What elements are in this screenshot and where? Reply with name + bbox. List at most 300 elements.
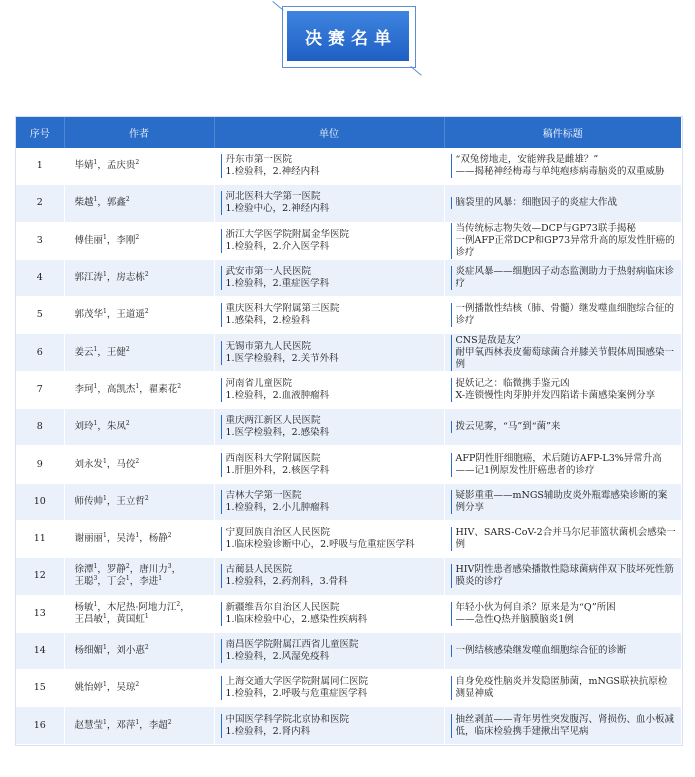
badge-corner-line — [410, 66, 421, 76]
hospital-name: 河南省儿童医院 — [225, 377, 293, 389]
hospital-name: 中国医学科学院北京协和医院 — [225, 713, 350, 725]
author-line — [75, 533, 208, 545]
author-separator: ， — [139, 383, 149, 395]
author-name: 刘玲 — [74, 421, 94, 433]
title-box — [451, 602, 677, 626]
author-line — [75, 384, 208, 396]
unit-cell — [214, 483, 444, 520]
author-name: 马佼 — [116, 458, 136, 470]
author-separator: ， — [97, 383, 107, 395]
authors-cell — [64, 707, 214, 744]
hospital-name: 古蔺县人民医院 — [225, 564, 293, 576]
author-line — [75, 720, 208, 732]
manuscript-title-line: “双兔傍地走，安能辨我是雌雄？” — [455, 154, 599, 166]
author-name: 刘小惠 — [116, 645, 145, 656]
unit-cell — [214, 334, 444, 371]
manuscript-title-line: 当传统标志物失效—DCP与GP73联手揭秘 — [455, 222, 636, 234]
manuscript-title-line: ——记1例原发性肝癌患者的诊疗 — [455, 464, 595, 476]
author-name: 师传帅 — [74, 495, 104, 507]
table-row — [16, 409, 681, 446]
manuscript-title-line: 一例结核感染继发噬血细胞综合征的诊断 — [455, 645, 627, 656]
table-row — [16, 148, 681, 185]
manuscript-title-line: 年轻小伙为何自杀？原来是为“Q”所困 — [455, 601, 616, 613]
author-name: 王健 — [106, 346, 126, 358]
author-name: 孟庆贵 — [106, 160, 136, 172]
title-cell — [444, 520, 681, 557]
unit-box — [221, 602, 438, 626]
affiliation-mark: 1 — [93, 420, 98, 428]
department-list: 1.检验科，2.神经内科 — [225, 166, 320, 178]
manuscript-title-line: X-连锁慢性肉芽肿并发四陷诺卡菌感染案例分享 — [455, 389, 656, 401]
affiliation-mark: 2 — [144, 494, 149, 502]
department-list: 1.检验科，2.药剂科，3.骨科 — [225, 576, 348, 588]
table-row — [16, 371, 681, 408]
manuscript-title-line: ——急性Q热并脑膜脑炎1例 — [455, 613, 574, 625]
hospital-name: 重庆两江新区人民医院 — [225, 415, 321, 427]
authors-cell — [64, 148, 214, 185]
author-name: 吴琼 — [116, 682, 136, 694]
authors-cell — [64, 222, 214, 259]
author-line — [75, 496, 208, 508]
affiliation-mark: 1 — [103, 718, 107, 726]
unit-cell — [214, 595, 444, 632]
author-name: 姚怡婷 — [74, 682, 104, 694]
department-list: 1.临床检验中心，2.感染性疾病科 — [225, 613, 368, 625]
author-line — [75, 645, 208, 657]
finalist-table — [16, 117, 682, 745]
author-line — [75, 421, 208, 433]
row-number: 6 — [16, 334, 64, 371]
title-cell — [444, 595, 681, 632]
author-name: 郭茂华 — [74, 309, 104, 321]
table-row — [16, 446, 681, 483]
department-list: 1.检验科，2.肾内科 — [225, 725, 311, 737]
author-separator: ， — [180, 601, 190, 613]
manuscript-title-line: HIV阴性患者感染播散性隐球菌病伴双下肢坏死性筋膜炎的诊疗 — [455, 564, 674, 588]
department-list: 1.肝胆外科，2.核医学科 — [225, 464, 330, 476]
manuscript-title-line: 捉妖记之：临微携手鉴元凶 — [455, 377, 570, 389]
title-box — [451, 197, 677, 209]
author-line — [75, 602, 208, 614]
author-separator: ， — [97, 576, 107, 588]
manuscript-title-line: 脑袋里的风暴：细胞因子的炎症大作战 — [455, 197, 618, 209]
affiliation-mark: 1 — [103, 531, 107, 539]
author-separator: ， — [97, 346, 107, 358]
page-title: 决赛名单 — [287, 11, 409, 61]
author-name: 毕婧 — [74, 160, 94, 172]
title-cell — [444, 334, 681, 371]
affiliation-mark: 1 — [125, 575, 130, 583]
author-line — [75, 682, 208, 694]
title-cell — [444, 409, 681, 446]
affiliation-mark: 1 — [93, 196, 98, 204]
affiliation-mark: 1 — [103, 270, 107, 278]
affiliation-mark: 2 — [125, 420, 130, 428]
unit-cell — [214, 185, 444, 222]
affiliation-mark: 1 — [93, 563, 98, 571]
hospital-name: 无锡市第九人民医院 — [225, 340, 312, 352]
table-row — [16, 483, 681, 520]
department-list: 1.检验科，2.小儿肿瘤科 — [225, 501, 330, 513]
title-box — [451, 676, 677, 700]
title-box — [451, 266, 677, 290]
author-name: 高凯杰 — [106, 383, 136, 395]
title-cell — [444, 259, 681, 296]
department-list: 1.检验科，2.重症医学科 — [225, 278, 330, 290]
title-box — [451, 490, 677, 514]
authors-cell — [64, 483, 214, 520]
title-box — [451, 527, 677, 551]
column-header-no: 序号 — [16, 117, 64, 148]
table-row — [16, 670, 681, 707]
authors-cell — [64, 670, 214, 707]
authors-cell — [64, 409, 214, 446]
column-header-unit: 单位 — [214, 117, 444, 148]
authors-cell — [64, 371, 214, 408]
author-separator: ， — [139, 719, 149, 731]
affiliation-mark: 2 — [125, 196, 130, 204]
row-number: 12 — [16, 558, 64, 595]
author-separator: ， — [97, 601, 107, 613]
author-separator: ， — [139, 533, 149, 545]
affiliation-mark: 1 — [103, 457, 107, 465]
department-list: 1.检验科，2.风湿免疫科 — [225, 651, 330, 662]
row-number: 10 — [16, 483, 64, 520]
affiliation-mark: 1 — [135, 382, 140, 390]
unit-cell — [214, 222, 444, 259]
affiliation-mark: 1 — [103, 643, 107, 651]
row-number: 2 — [16, 185, 64, 222]
author-name: 杨敏 — [74, 601, 94, 613]
title-cell — [444, 222, 681, 259]
author-line — [75, 576, 208, 588]
manuscript-title-line: HIV、SARS-CoV-2合并马尔尼菲篮状菌机会感染一例 — [455, 527, 676, 551]
manuscript-title-line: CNS是敌是友？ — [455, 334, 526, 346]
author-name: 王聪 — [74, 576, 94, 588]
authors-cell — [64, 297, 214, 334]
row-number: 4 — [16, 259, 64, 296]
manuscript-title-line: 一例AFP正常DCP和GP73异常升高的原发性肝癌的诊疗 — [455, 234, 675, 258]
row-number: 3 — [16, 222, 64, 259]
affiliation-mark: 1 — [103, 233, 107, 241]
table-row — [16, 222, 681, 259]
authors-cell — [64, 334, 214, 371]
hospital-name: 河北医科大学第一医院 — [225, 191, 321, 203]
unit-cell — [214, 148, 444, 185]
manuscript-title-line: 疑影重重——mNGS辅助皮炎外瓶霉感染诊断的案例分享 — [455, 489, 668, 513]
manuscript-title-line: 抽丝剥茧——青年男性突发腹泻、肾损伤、血小板减低，临床检验携手建揪出罕见病 — [455, 713, 675, 737]
author-name: 王立哲 — [116, 495, 145, 507]
unit-box — [221, 303, 438, 327]
unit-box — [221, 229, 438, 253]
hospital-name: 浙江大学医学院附属金华医院 — [225, 228, 350, 240]
hospital-name: 丹东市第一医院 — [225, 154, 293, 166]
hospital-name: 上海交通大学医学院附属同仁医院 — [225, 676, 369, 688]
department-list: 1.检验中心，2.神经内科 — [225, 203, 330, 215]
author-name: 罗静 — [106, 564, 126, 576]
affiliation-mark: 1 — [135, 531, 140, 539]
author-separator: ， — [97, 197, 107, 209]
affiliation-mark: 2 — [167, 531, 172, 539]
affiliation-mark: 2 — [135, 457, 140, 465]
unit-box — [221, 378, 438, 402]
title-box — [451, 303, 677, 327]
unit-box — [221, 266, 438, 290]
affiliation-mark: 2 — [125, 563, 130, 571]
affiliation-mark: 2 — [135, 233, 140, 241]
table-body — [16, 148, 681, 744]
author-name: 翟素花 — [148, 383, 178, 395]
title-cell — [444, 371, 681, 408]
author-line — [75, 160, 208, 172]
title-box — [451, 421, 677, 433]
author-name: 房志栋 — [116, 272, 145, 284]
author-name: 李进 — [139, 576, 159, 588]
author-line — [75, 614, 208, 626]
title-box — [451, 154, 677, 178]
department-list: 1.检验科，2.介入医学科 — [225, 240, 330, 252]
author-separator: ， — [106, 613, 117, 625]
row-number: 15 — [16, 670, 64, 707]
title-cell — [444, 707, 681, 744]
author-separator: ， — [97, 421, 107, 433]
author-line — [75, 272, 208, 284]
author-name: 李珂 — [74, 383, 94, 395]
hospital-name: 重庆医科大学附属第三医院 — [225, 303, 340, 315]
author-separator: ， — [129, 576, 140, 588]
row-number: 5 — [16, 297, 64, 334]
hospital-name: 西南医科大学附属医院 — [225, 452, 321, 464]
table-row — [16, 707, 681, 744]
author-separator: ， — [106, 533, 117, 545]
affiliation-mark: 2 — [125, 345, 130, 353]
row-number: 13 — [16, 595, 64, 632]
unit-box — [221, 527, 438, 551]
title-box — [451, 645, 677, 657]
title-box — [451, 564, 677, 588]
row-number: 7 — [16, 371, 64, 408]
affiliation-mark: 1 — [135, 718, 140, 726]
author-name: 朱凤 — [106, 421, 126, 433]
column-header-authors: 作者 — [64, 117, 214, 148]
author-name: 姜云 — [74, 346, 94, 358]
author-separator: ， — [106, 458, 117, 470]
author-name: 刘永发 — [74, 458, 104, 470]
unit-cell — [214, 558, 444, 595]
author-line — [75, 309, 208, 321]
authors-cell — [64, 632, 214, 669]
affiliation-mark: 1 — [93, 345, 98, 353]
row-number: 9 — [16, 446, 64, 483]
affiliation-mark: 1 — [158, 575, 163, 583]
department-list: 1.检验科，2.呼吸与危重症医学科 — [225, 688, 368, 700]
unit-cell — [214, 259, 444, 296]
author-name: 唐川力 — [139, 564, 168, 576]
manuscript-title-line: 自身免疫性脑炎并发隐匿肺菌，mNGS联袂抗原检测显神威 — [455, 676, 668, 700]
author-name: 丁会 — [106, 576, 126, 588]
table-row — [16, 185, 681, 222]
author-name: 杨细媚 — [74, 645, 104, 656]
unit-box — [221, 453, 438, 477]
column-header-title: 稿件标题 — [444, 117, 681, 148]
title-box — [451, 335, 677, 371]
unit-cell — [214, 297, 444, 334]
department-list: 1.检验科，2.血液肿瘤科 — [225, 389, 330, 401]
title-cell — [444, 297, 681, 334]
hospital-name: 新疆维吾尔自治区人民医院 — [225, 601, 340, 613]
author-separator: ， — [106, 309, 117, 321]
author-separator: ， — [106, 719, 117, 731]
affiliation-mark: 1 — [93, 600, 98, 608]
author-name: 徐潭 — [74, 564, 94, 576]
affiliation-mark: 2 — [135, 681, 140, 689]
affiliation-mark: 1 — [93, 158, 98, 166]
title-box — [451, 223, 677, 259]
title-cell — [444, 558, 681, 595]
author-line — [75, 235, 208, 247]
affiliation-mark: 2 — [177, 382, 182, 390]
author-separator: ， — [129, 564, 140, 576]
table-row — [16, 297, 681, 334]
authors-cell — [64, 446, 214, 483]
manuscript-title-line: 炎症风暴——细胞因子动态监测助力于热射病临床诊疗 — [455, 266, 675, 290]
department-list: 1.临床检验诊断中心，2.呼吸与危重症医学科 — [225, 539, 415, 551]
author-line — [75, 197, 208, 209]
author-separator: ， — [171, 564, 182, 576]
unit-box — [221, 639, 438, 663]
manuscript-title-line: ——揭秘神经梅毒与单纯疱疹病毒脑炎的双重威胁 — [455, 166, 665, 178]
department-list: 1.感染科，2.检验科 — [225, 315, 311, 327]
department-list: 1.医学检验科，2.关节外科 — [225, 352, 339, 364]
authors-cell — [64, 185, 214, 222]
affiliation-mark: 2 — [144, 643, 149, 651]
table-row — [16, 632, 681, 669]
affiliation-mark: 2 — [144, 270, 149, 278]
affiliation-mark: 1 — [103, 612, 107, 620]
affiliation-mark: 2 — [167, 718, 172, 726]
row-number: 11 — [16, 520, 64, 557]
affiliation-mark: 1 — [93, 382, 98, 390]
title-cell — [444, 483, 681, 520]
affiliation-mark: 1 — [144, 612, 149, 620]
authors-cell — [64, 595, 214, 632]
author-name: 杨静 — [148, 533, 168, 545]
title-cell — [444, 632, 681, 669]
author-name: 王道遥 — [116, 309, 145, 321]
author-separator: ， — [106, 682, 117, 694]
title-box — [451, 714, 677, 738]
table-header — [16, 117, 681, 148]
author-separator: ， — [106, 272, 117, 284]
author-line — [75, 347, 208, 359]
author-separator: ， — [97, 564, 107, 576]
title-box — [451, 378, 677, 402]
unit-cell — [214, 632, 444, 669]
author-name: 李刚 — [116, 234, 136, 246]
manuscript-title-line: 拨云见雾，“马”到“菌”来 — [455, 421, 561, 433]
author-name: 王昌敏 — [74, 613, 104, 625]
title-cell — [444, 148, 681, 185]
affiliation-mark: 2 — [144, 308, 149, 316]
unit-cell — [214, 707, 444, 744]
author-name: 傅佳丽 — [74, 234, 104, 246]
unit-box — [221, 490, 438, 514]
author-separator: ， — [106, 234, 117, 246]
author-name: 郭江涛 — [74, 272, 104, 284]
author-line — [75, 459, 208, 471]
author-separator: ， — [97, 160, 107, 172]
table-row — [16, 595, 681, 632]
affiliation-mark: 1 — [103, 681, 107, 689]
row-number: 1 — [16, 148, 64, 185]
author-name: 郭鑫 — [106, 197, 126, 209]
manuscript-title-line: 一例播散性结核（肺、骨髓）继发噬血细胞综合征的诊疗 — [455, 303, 675, 327]
title-cell — [444, 185, 681, 222]
author-name: 木尼热·阿地力江 — [106, 601, 177, 613]
author-separator: ， — [106, 495, 117, 507]
manuscript-title-line: 耐甲氧西林表皮葡萄球菌合并膝关节假体周围感染一例 — [455, 346, 675, 370]
header-row — [16, 117, 681, 148]
affiliation-mark: 1 — [103, 308, 107, 316]
row-number: 8 — [16, 409, 64, 446]
unit-box — [221, 191, 438, 215]
author-name: 谢丽丽 — [74, 533, 104, 545]
unit-cell — [214, 670, 444, 707]
affiliation-mark: 2 — [135, 158, 140, 166]
author-name: 李超 — [148, 719, 168, 731]
author-separator: ， — [106, 645, 117, 656]
title-cell — [444, 446, 681, 483]
title-cell — [444, 670, 681, 707]
section-badge — [279, 2, 419, 70]
table-row — [16, 558, 681, 595]
unit-box — [221, 154, 438, 178]
hospital-name: 宁夏回族自治区人民医院 — [225, 527, 331, 539]
authors-cell — [64, 520, 214, 557]
unit-cell — [214, 409, 444, 446]
affiliation-mark: 2 — [176, 600, 181, 608]
unit-box — [221, 564, 438, 588]
affiliation-mark: 1 — [103, 494, 107, 502]
unit-box — [221, 415, 438, 439]
hospital-name: 武安市第一人民医院 — [225, 266, 312, 278]
manuscript-title-line: AFP阴性肝细胞癌，术后随访AFP-L3%异常升高 — [455, 452, 662, 464]
row-number: 16 — [16, 707, 64, 744]
authors-cell — [64, 259, 214, 296]
table-row — [16, 259, 681, 296]
hospital-name: 南昌医学院附属江西省儿童医院 — [225, 639, 359, 650]
table-row — [16, 334, 681, 371]
unit-box — [221, 676, 438, 700]
authors-cell — [64, 558, 214, 595]
title-box — [451, 453, 677, 477]
unit-box — [221, 714, 438, 738]
row-number: 14 — [16, 632, 64, 669]
hospital-name: 吉林大学第一医院 — [225, 489, 302, 501]
affiliation-mark: 3 — [167, 563, 172, 571]
table-row — [16, 520, 681, 557]
unit-cell — [214, 371, 444, 408]
author-name: 吴涛 — [116, 533, 136, 545]
author-name: 黄国虹 — [116, 613, 145, 625]
unit-cell — [214, 520, 444, 557]
author-name: 赵慧莹 — [74, 719, 104, 731]
unit-cell — [214, 446, 444, 483]
department-list: 1.医学检验科，2.感染科 — [225, 427, 330, 439]
affiliation-mark: 3 — [93, 575, 98, 583]
unit-box — [221, 341, 438, 365]
author-name: 邓萍 — [116, 719, 136, 731]
